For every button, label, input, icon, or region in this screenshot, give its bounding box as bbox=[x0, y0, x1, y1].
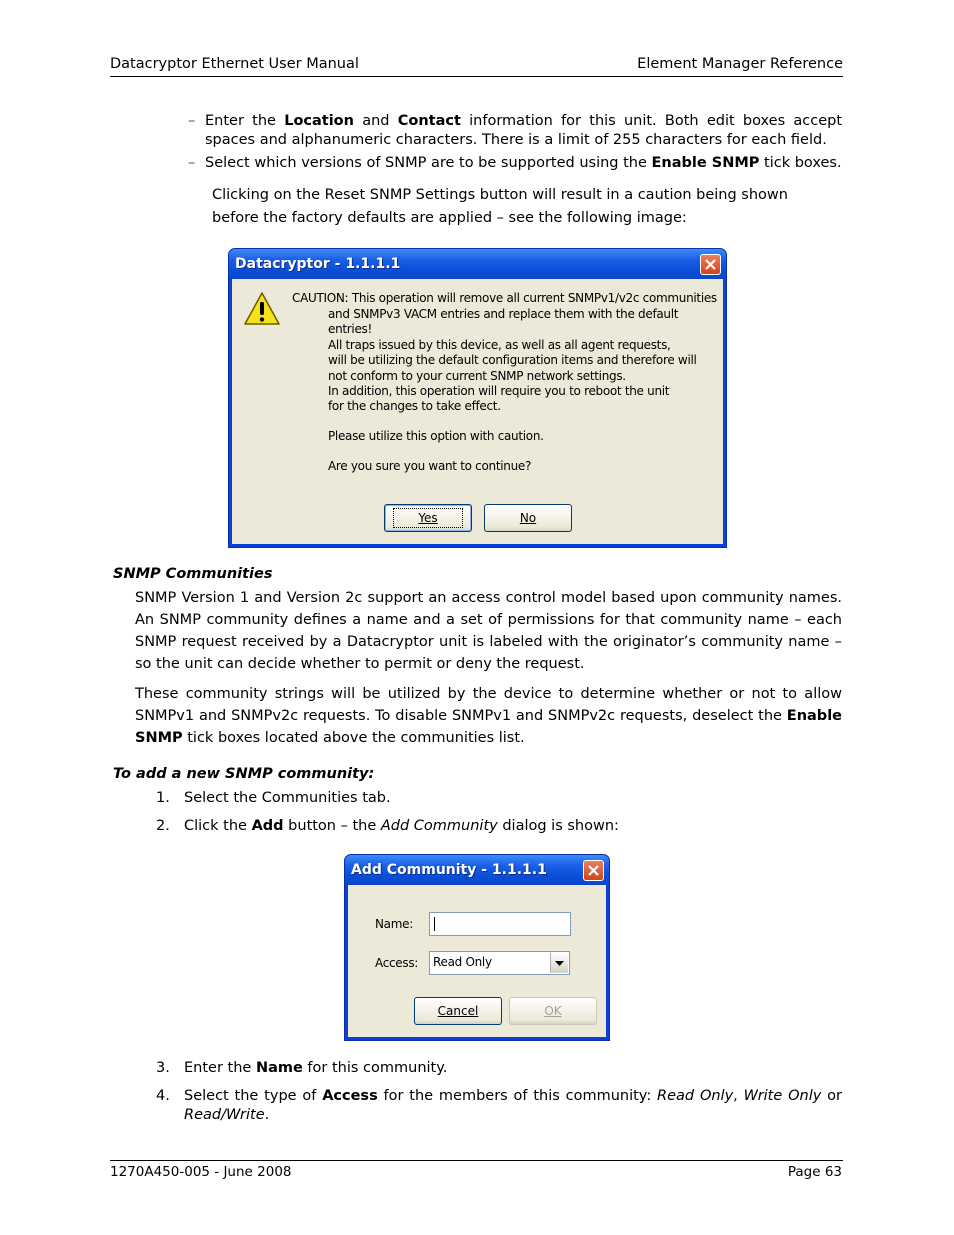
footer-left: 1270A450-005 - June 2008 bbox=[110, 1164, 292, 1180]
step-2: 2. Click the Add button – the Add Community dialog is shown: bbox=[156, 818, 619, 834]
communities-paragraph-2: These community strings will be utilized by the device to determine whether or not to allow SNMPv1 and SNMPv2c requests. To disable SNMPv1 and SNMPv2c requests, deselect the Enable SNMP tick boxes located above the communities list. bbox=[135, 686, 842, 746]
step-3: 3. Enter the Name for this community. bbox=[156, 1060, 448, 1076]
caution-block-2: All traps issued by this device, as well as all agent requests, will be utilizing the default configuration items and therefore will not conform to your current SNMP network settings. In addition, this operation will require you to reboot the unit for the changes to take effect. bbox=[328, 338, 697, 414]
name-input[interactable] bbox=[429, 912, 571, 936]
access-label: Access: bbox=[375, 956, 419, 970]
caution-dialog-titlebar bbox=[229, 249, 726, 279]
add-community-body bbox=[348, 885, 606, 1037]
caution-dialog-title: Datacryptor - 1.1.1.1 bbox=[235, 256, 401, 272]
section-heading-snmp-communities: SNMP Communities bbox=[113, 566, 273, 582]
reset-paragraph: Clicking on the Reset SNMP Settings button will result in a caution being shown before the factory defaults are applied – see the following image: bbox=[212, 187, 788, 226]
access-select[interactable] bbox=[429, 951, 570, 975]
name-label: Name: bbox=[375, 917, 413, 931]
bullet-enable-snmp: – Select which versions of SNMP are to be supported using the Enable SNMP tick boxes. bbox=[188, 155, 842, 171]
no-button[interactable]: No bbox=[484, 504, 572, 532]
add-community-dialog bbox=[344, 854, 610, 1041]
add-community-titlebar bbox=[345, 855, 609, 885]
header-rule bbox=[110, 76, 843, 77]
warning-icon bbox=[243, 291, 281, 331]
caution-line-1: CAUTION: This operation will remove all current SNMPv1/v2c communities bbox=[292, 291, 717, 305]
access-selected-value: Read Only bbox=[433, 955, 492, 969]
communities-paragraph-1: SNMP Version 1 and Version 2c support an access control model based upon community names. An SNMP community defines a name and a set of permissions for that community name – each SNMP request received by a Datacryptor unit is labeled with the originator’s community name – so the unit can decide whether to permit or deny the request. bbox=[135, 590, 842, 672]
caution-line-4: Are you sure you want to continue? bbox=[328, 459, 532, 473]
cancel-button[interactable]: Cancel bbox=[414, 997, 502, 1025]
footer-rule bbox=[110, 1160, 843, 1161]
close-icon[interactable] bbox=[700, 254, 721, 275]
section-heading-add-community: To add a new SNMP community: bbox=[113, 766, 375, 782]
caution-line-3: Please utilize this option with caution. bbox=[328, 429, 544, 443]
step-4: 4. Select the type of Access for the members of this community: Read Only, Write Only or Read/Write. bbox=[156, 1088, 842, 1123]
close-icon[interactable] bbox=[583, 860, 604, 881]
text-cursor bbox=[434, 917, 435, 931]
page-number: Page 63 bbox=[787, 1164, 842, 1180]
bullet-location-contact: – Enter the Location and Contact information for this unit. Both edit boxes accept spaces and alphanumeric characters. There is a limit of 255 characters for each field. bbox=[188, 113, 843, 148]
header-right: Element Manager Reference bbox=[637, 56, 843, 72]
step-1: 1. Select the Communities tab. bbox=[156, 790, 391, 806]
caution-line-2: and SNMPv3 VACM entries and replace them with the default entries! bbox=[328, 307, 679, 337]
caution-dialog-body bbox=[232, 279, 723, 544]
ok-button[interactable]: OK bbox=[509, 997, 597, 1025]
add-community-title: Add Community - 1.1.1.1 bbox=[351, 862, 547, 878]
header-left: Datacryptor Ethernet User Manual bbox=[110, 56, 359, 72]
chevron-down-icon[interactable] bbox=[550, 953, 568, 973]
caution-dialog bbox=[228, 248, 727, 548]
yes-button[interactable]: Yes bbox=[384, 504, 472, 532]
